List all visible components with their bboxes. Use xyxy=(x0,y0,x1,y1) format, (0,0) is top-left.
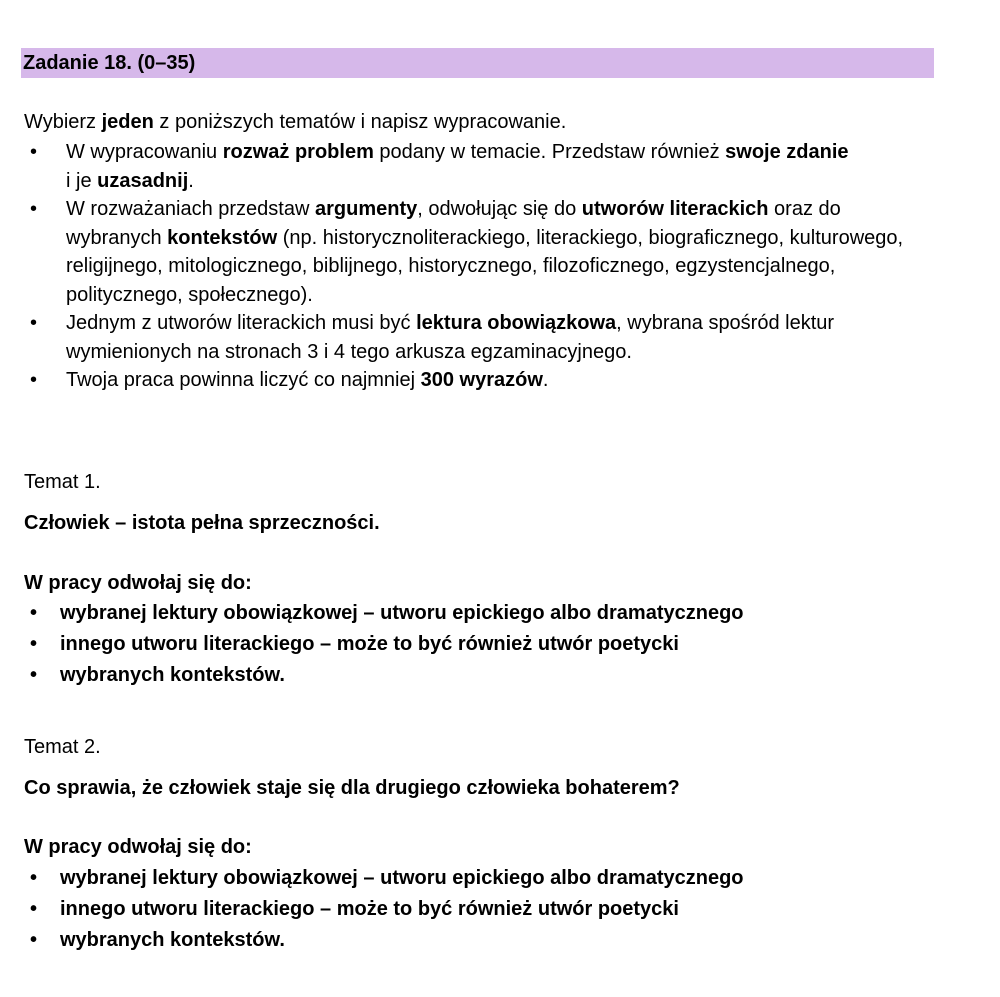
bullet-icon: • xyxy=(30,929,38,951)
bullet-icon: • xyxy=(30,312,38,334)
bullet-icon: • xyxy=(30,198,38,220)
bullet-icon: • xyxy=(30,369,38,391)
bullet-icon: • xyxy=(30,664,38,686)
intro-emphasis: jeden xyxy=(101,111,154,133)
bullet-icon: • xyxy=(30,898,38,920)
task-header xyxy=(21,48,934,78)
topic-1-ref-list xyxy=(24,598,744,691)
topic-2-ref-list xyxy=(24,863,744,956)
instruction-item: • Jednym z utworów literackich musi być lektura obowiązkowa, wybrana spośród lektur wymienionych na stronach 3 i 4 tego arkusza egzaminacyjnego. xyxy=(24,309,926,366)
topic-2-label: Temat 2. xyxy=(24,736,101,758)
topic-2-ref-heading: W pracy odwołaj się do: xyxy=(24,836,252,858)
topic-1-ref-heading: W pracy odwołaj się do: xyxy=(24,572,252,594)
bullet-icon: • xyxy=(30,141,38,163)
instructions-list xyxy=(24,138,926,395)
list-item: • wybranych kontekstów. xyxy=(24,925,744,956)
list-item: • wybranej lektury obowiązkowej – utworu epickiego albo dramatycznego xyxy=(24,598,744,629)
bullet-icon: • xyxy=(30,867,38,889)
task-title: Zadanie 18. (0–35) xyxy=(23,52,196,74)
list-item: • wybranej lektury obowiązkowej – utworu epickiego albo dramatycznego xyxy=(24,863,744,894)
instruction-item: • W rozważaniach przedstaw argumenty, odwołując się do utworów literackich oraz do wybranych kontekstów (np. historycznoliterackiego, literackiego, biograficznego, kulturowego, religijnego, mitologicznego, biblijnego, historycznego, filozoficznego, egzystencjalnego, politycznego, społecznego). xyxy=(24,195,926,309)
instruction-item: • Twoja praca powinna liczyć co najmniej 300 wyrazów. xyxy=(24,366,926,395)
bullet-icon: • xyxy=(30,633,38,655)
list-item: • wybranych kontekstów. xyxy=(24,660,744,691)
bullet-icon: • xyxy=(30,602,38,624)
topic-1-label: Temat 1. xyxy=(24,471,101,493)
list-item: • innego utworu literackiego – może to być również utwór poetycki xyxy=(24,894,744,925)
topic-2-title: Co sprawia, że człowiek staje się dla drugiego człowieka bohaterem? xyxy=(24,777,680,799)
task-intro xyxy=(24,110,566,134)
list-item: • innego utworu literackiego – może to być również utwór poetycki xyxy=(24,629,744,660)
instruction-item: • W wypracowaniu rozważ problem podany w temacie. Przedstaw również swoje zdanie i je uzasadnij. xyxy=(24,138,926,195)
intro-text: Wybierz xyxy=(24,111,102,133)
topic-1-title: Człowiek – istota pełna sprzeczności. xyxy=(24,512,380,534)
intro-text-end: z poniższych tematów i napisz wypracowanie. xyxy=(153,111,567,133)
